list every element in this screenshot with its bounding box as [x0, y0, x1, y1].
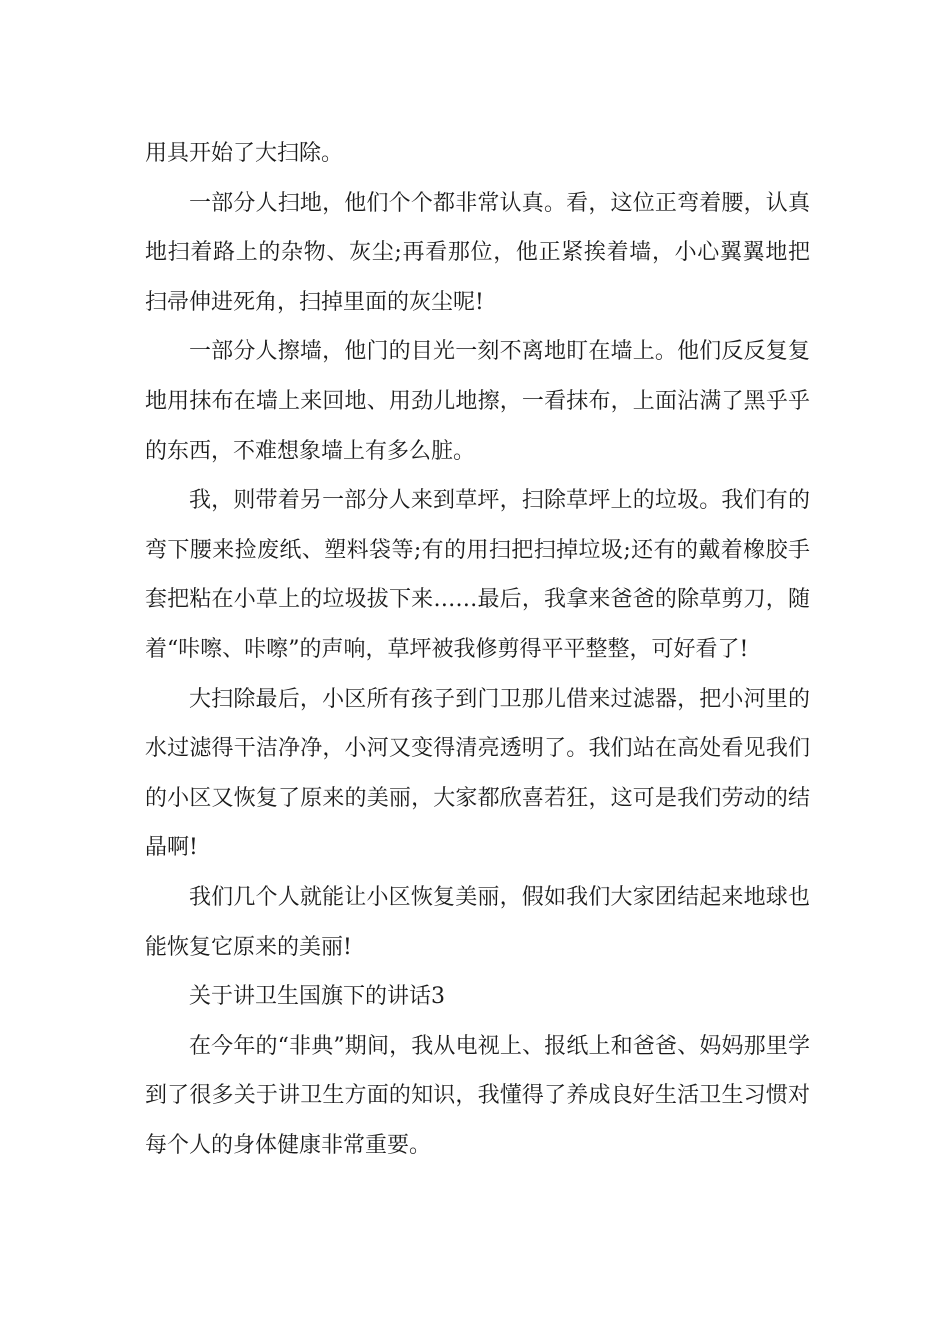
paragraph-river: 大扫除最后，小区所有孩子到门卫那儿借来过滤器，把小河里的水过滤得干洁净净，小河又变得清亮透明了。我们站在高处看见我们的小区又恢复了原来的美丽，大家都欣喜若狂，这可是我们劳动的结晶啊! [145, 686, 810, 861]
paragraph-sweeping: 一部分人扫地，他们个个都非常认真。看，这位正弯着腰，认真地扫着路上的杂物、灰尘;再看那位，他正紧挨着墙，小心翼翼地把扫帚伸进死角，扫掉里面的灰尘呢! [145, 190, 810, 315]
paragraph-wall-wiping: 一部分人擦墙，他门的目光一刻不离地盯在墙上。他们反反复复地用抹布在墙上来回地、用劲儿地擦，一看抹布，上面沾满了黑乎乎的东西，不难想象墙上有多么脏。 [145, 339, 810, 464]
section-title: 关于讲卫生国旗下的讲话3 [189, 984, 445, 1010]
paragraph-conclusion: 我们几个人就能让小区恢复美丽，假如我们大家团结起来地球也能恢复它原来的美丽! [145, 884, 810, 960]
paragraph-sars: 在今年的“非典”期间，我从电视上、报纸上和爸爸、妈妈那里学到了很多关于讲卫生方面的知识，我懂得了养成良好生活卫生习惯对每个人的身体健康非常重要。 [145, 1033, 810, 1158]
document-body [145, 129, 810, 1170]
paragraph-lawn: 我，则带着另一部分人来到草坪，扫除草坪上的垃圾。我们有的弯下腰来捡废纸、塑料袋等;有的用扫把扫掉垃圾;还有的戴着橡胶手套把粘在小草上的垃圾拔下来……最后，我拿来爸爸的除草剪刀，随着“咔嚓、咔嚓”的声响，草坪被我修剪得平平整整，可好看了! [145, 488, 810, 662]
paragraph-continuation: 用具开始了大扫除。 [145, 141, 344, 166]
